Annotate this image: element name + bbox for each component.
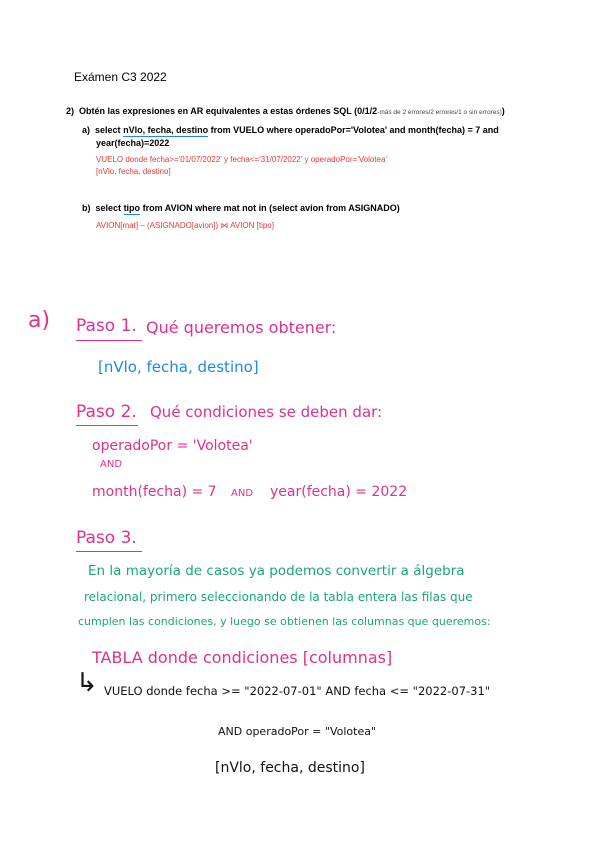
hw-paso2-and1: AND <box>100 459 123 470</box>
hw-paso3-para-line3: cumplen las condiciones, y luego se obtienen las columnas que queremos: <box>78 615 491 628</box>
hw-paso3-underline <box>76 551 142 552</box>
part-a-sql-rest: from VUELO where operadoPor='Volotea' and month(fecha) = 7 and <box>210 125 499 135</box>
hw-paso1-underline <box>76 340 142 341</box>
part-a-sql <box>82 125 499 135</box>
part-b-sql-rest: from AVION where mat not in (select avion from ASIGNADO) <box>142 203 400 213</box>
hw-paso3-arrow: ↳ <box>76 668 98 698</box>
exam-title: Exámen C3 2022 <box>74 70 167 84</box>
hw-paso1-content: [nVlo, fecha, destino] <box>98 358 259 376</box>
hw-paso3-result-line2: AND operadoPor = "Volotea" <box>218 725 377 738</box>
hw-paso2-cond3: year(fecha) = 2022 <box>270 484 408 500</box>
hw-paso3-label: Paso 3. <box>76 528 137 548</box>
part-a-attrs-underline <box>123 136 208 137</box>
part-b-label: b) <box>82 203 91 213</box>
part-a-answer-line1: VUELO donde fecha>='01/07/2022' y fecha<='31/07/2022' y operadoPor='Volotea' <box>96 155 387 164</box>
hw-paso2-and2: AND <box>231 488 254 499</box>
hw-paso2-label: Paso 2. <box>76 402 137 422</box>
part-a-attrs <box>123 125 208 135</box>
hw-paso3-template: TABLA donde condiciones [columnas] <box>92 648 393 667</box>
hw-paso3-para-line1: En la mayoría de casos ya podemos convertir a álgebra <box>88 563 465 579</box>
hw-paso2-heading: Qué condiciones se deben dar: <box>150 403 383 421</box>
part-a-label: a) <box>82 125 91 135</box>
question-2 <box>66 106 505 116</box>
hw-paso2-cond2: month(fecha) = 7 <box>92 484 217 500</box>
question-grading: -más de 2 errores/2 errores/1 o sin errores) <box>377 109 502 116</box>
question-number: 2) <box>66 106 75 116</box>
part-b-select: select <box>95 203 122 213</box>
hw-paso2-underline <box>76 425 138 426</box>
part-a-attrs-text: nVlo, fecha, destino <box>123 125 209 135</box>
part-a-select: select <box>95 125 121 135</box>
part-b-attr-underline <box>124 214 141 215</box>
hw-paso2-cond1: operadoPor = 'Volotea' <box>92 438 253 454</box>
part-b-attr-text: tipo <box>123 203 141 213</box>
part-a-sql-line2: year(fecha)=2022 <box>96 138 170 148</box>
hw-paso1-label: Paso 1. <box>76 316 137 336</box>
hw-paso3-result-line3: [nVlo, fecha, destino] <box>215 760 365 776</box>
hw-paso1-heading: Qué queremos obtener: <box>146 318 337 337</box>
part-b-sql <box>82 203 400 213</box>
hw-paso3-result-line1: VUELO donde fecha >= "2022-07-01" AND fecha <= "2022-07-31" <box>104 684 491 698</box>
part-b-answer: AVION[mat] – (ASIGNADO[avion]) ⋈ AVION [tipo] <box>96 221 274 230</box>
part-b-attr <box>124 203 141 213</box>
hw-paso3-para-line2: relacional, primero seleccionando de la tabla entera las filas que <box>84 590 473 604</box>
question-text: Obtén las expresiones en AR equivalentes a estas órdenes SQL (0/1/2 <box>79 106 378 116</box>
part-a-answer-line2: [nVlo, fecha, destino] <box>96 167 171 176</box>
question-close: ) <box>501 106 505 116</box>
hw-section-label: a) <box>28 308 51 333</box>
